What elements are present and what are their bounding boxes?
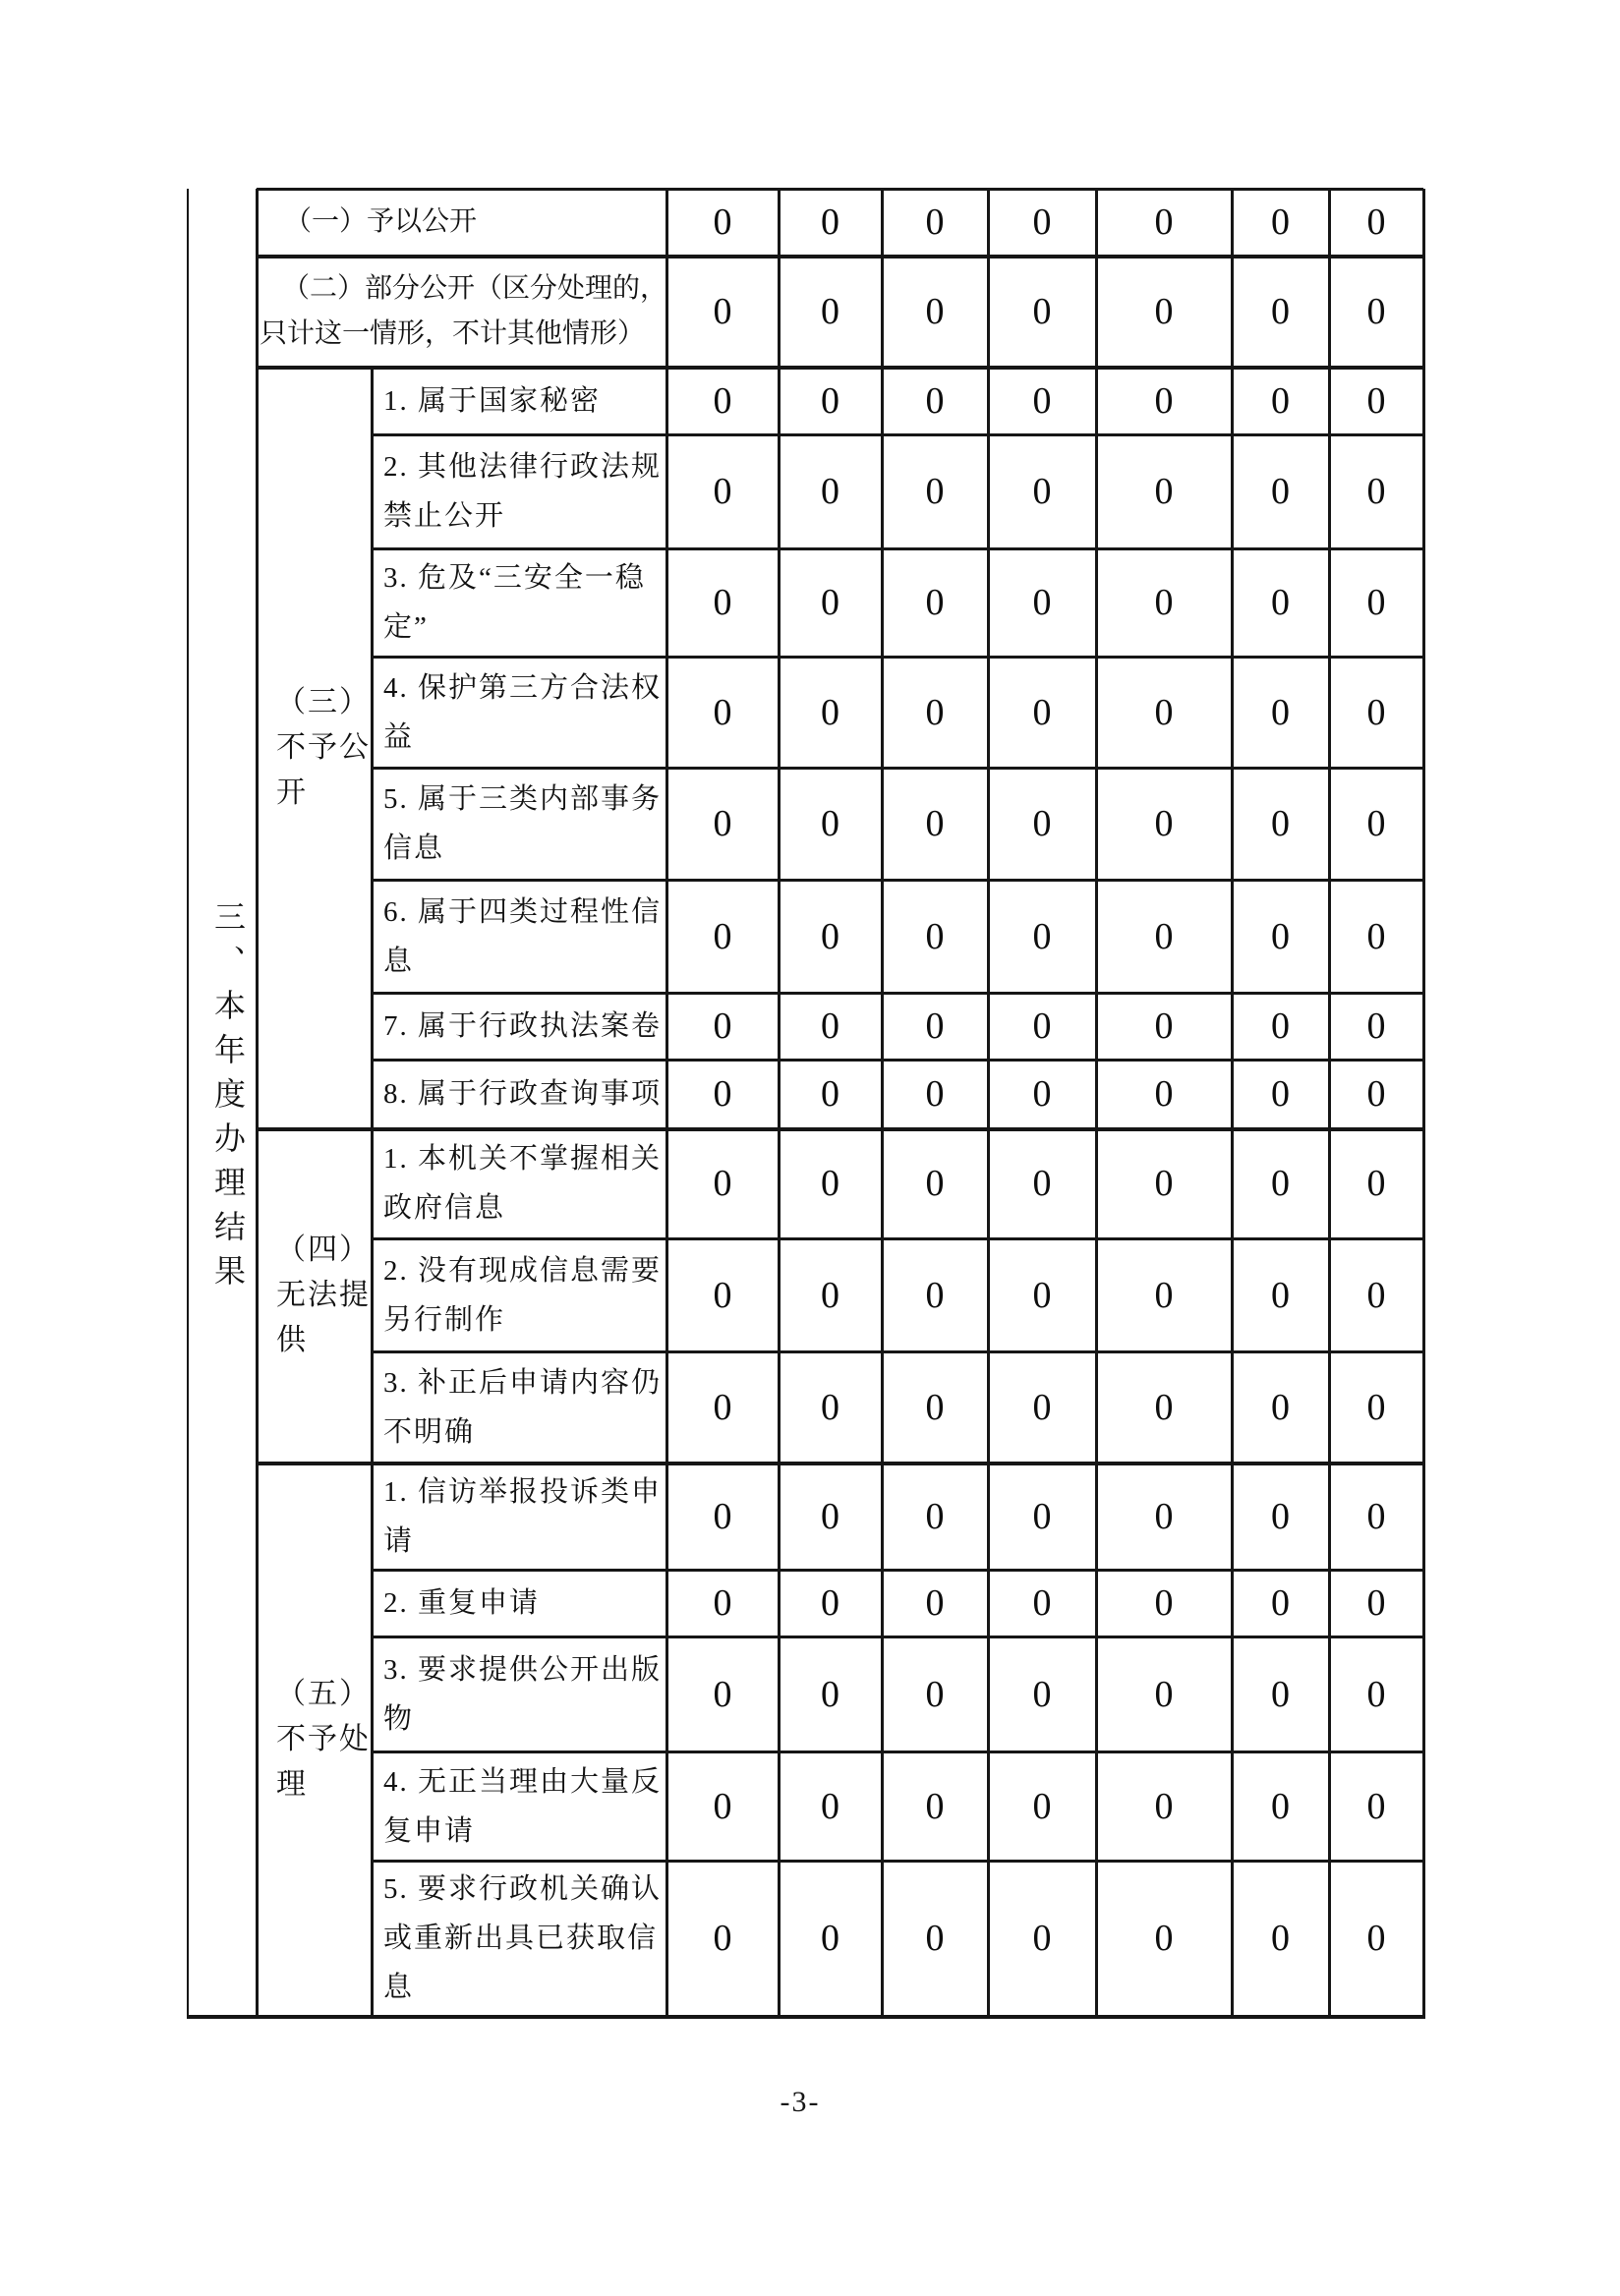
data-cell-value: 0 [713,1386,732,1428]
table-grid-line-vertical [1231,189,1234,2019]
data-cell-value: 0 [925,1918,945,1959]
data-cell-value: 0 [925,290,945,332]
row-label-line: 1. 本机关不掌握相关 [383,1143,663,1175]
row-label-cell [372,548,666,657]
data-cell-value: 0 [1271,1274,1290,1316]
data-cell-value: 0 [1366,1005,1386,1047]
data-cell-value: 0 [1271,1673,1290,1715]
data-cell-value: 0 [713,379,732,422]
data-cell-value: 0 [821,1785,839,1827]
data-cell-value: 0 [713,1073,732,1115]
row-label-line: 息 [383,945,415,977]
data-cell-value: 0 [1366,1673,1386,1715]
data-cell-value: 0 [1154,290,1174,332]
table-grid-line-vertical [778,189,781,2019]
data-cell-value: 0 [1271,803,1290,844]
data-cell-value: 0 [713,471,732,512]
data-cell-value: 0 [713,1918,732,1959]
data-cell-value: 0 [1271,582,1290,623]
data-cell-value: 0 [1271,201,1290,243]
data-cell-value: 0 [1154,471,1174,512]
data-cell-value: 0 [821,1005,839,1047]
row-label-cell [257,189,666,256]
row-label-cell [372,993,666,1060]
row-label-line: 6. 属于四类过程性信 [383,895,663,928]
data-cell-value: 0 [1032,201,1052,243]
data-cell-value: 0 [1366,1582,1386,1624]
row-label-line: 1. 信访举报投诉类申 [383,1475,663,1508]
row-label-cell [372,1570,666,1636]
data-cell-value: 0 [925,691,945,733]
row-label-line: 3. 要求提供公开出版 [383,1653,663,1686]
table-grid-line-vertical [987,189,990,2019]
data-cell-value: 0 [1366,1495,1386,1537]
row-label-cell [372,880,666,993]
data-cell-value: 0 [1154,1918,1174,1959]
row-label-cell [372,657,666,768]
data-cell-value: 0 [713,1005,732,1047]
data-cell-value: 0 [821,1073,839,1115]
data-cell-value: 0 [1154,1582,1174,1624]
row-label-line: 1. 属于国家秘密 [383,384,602,417]
data-cell-value: 0 [925,201,945,243]
data-cell-value: 0 [1032,915,1052,957]
data-cell-value: 0 [821,1582,839,1624]
data-cell-value: 0 [1271,1005,1290,1047]
data-cell-value: 0 [1366,1073,1386,1115]
data-cell-value: 0 [821,1386,839,1428]
table-grid-line-vertical [1328,189,1331,2019]
data-cell-value: 0 [821,379,839,422]
data-cell-value: 0 [821,803,839,844]
data-cell-value: 0 [1154,915,1174,957]
data-cell-value: 0 [713,915,732,957]
row-label-cell [372,1463,666,1570]
data-cell-value: 0 [1154,1386,1174,1428]
data-cell-value: 0 [821,915,839,957]
row-label-line: 8. 属于行政查询事项 [383,1078,663,1110]
row-label-line: 2. 其他法律行政法规 [383,451,663,483]
data-cell-value: 0 [1154,803,1174,844]
row-label-line: 3. 补正后申请内容仍 [383,1366,663,1399]
row-label-line: 益 [383,720,415,753]
data-cell-value: 0 [821,201,839,243]
data-cell-value: 0 [1154,1673,1174,1715]
data-cell-value: 0 [1032,691,1052,733]
data-cell-value: 0 [925,1163,945,1204]
row-label-cell [372,1128,666,1238]
row-label-cell [372,434,666,548]
group-label-line: 理 [276,1767,308,1801]
row-label-line: （一）予以公开 [284,206,478,237]
row-label-line: 3. 危及“三安全一稳 [383,562,646,594]
data-cell-value: 0 [925,1673,945,1715]
data-cell-value: 0 [713,1582,732,1624]
data-cell-value: 0 [1366,1274,1386,1316]
data-cell-value: 0 [1032,1918,1052,1959]
data-cell-value: 0 [713,803,732,844]
data-cell-value: 0 [925,1274,945,1316]
data-cell-value: 0 [1154,582,1174,623]
row-label-line: 7. 属于行政执法案卷 [383,1010,663,1042]
data-cell-value: 0 [1271,290,1290,332]
data-cell-value: 0 [925,1495,945,1537]
data-cell-value: 0 [925,471,945,512]
data-cell-value: 0 [1032,379,1052,422]
data-cell-value: 0 [1271,1495,1290,1537]
data-cell-value: 0 [1366,915,1386,957]
group-label-line: 无法提 [276,1279,371,1311]
group-label-cell [257,367,372,1128]
data-cell-value: 0 [1032,1582,1052,1624]
data-cell-value: 0 [713,691,732,733]
data-cell-value: 0 [1366,290,1386,332]
data-cell-value: 0 [1366,1163,1386,1204]
group-label-line: （三） [276,685,371,718]
data-cell-value: 0 [1366,691,1386,733]
group-label-cell [257,1128,372,1463]
data-cell-value: 0 [1032,1005,1052,1047]
data-cell-value: 0 [1032,1274,1052,1316]
row-label-cell [372,768,666,880]
data-cell-value: 0 [1366,471,1386,512]
row-label-cell [372,1861,666,2016]
row-label-cell [372,1238,666,1351]
data-cell-value: 0 [1271,691,1290,733]
data-cell-value: 0 [1271,1918,1290,1959]
data-cell-value: 0 [713,1785,732,1827]
row-label-line: 4. 保护第三方合法权 [383,671,663,704]
row-label-line: 息 [383,1972,415,2003]
row-label-cell [372,1636,666,1751]
row-label-line: 请 [383,1524,415,1557]
row-label-cell [372,1351,666,1463]
row-label-cell [372,1751,666,1861]
data-cell-value: 0 [1154,1163,1174,1204]
data-cell-value: 0 [1032,1386,1052,1428]
data-cell-value: 0 [1154,1274,1174,1316]
row-label-line: 或重新出具已获取信 [383,1923,659,1954]
data-cell-value: 0 [1032,471,1052,512]
row-label-line: 信息 [383,832,445,864]
page-number: -3- [780,2086,821,2118]
data-cell-value: 0 [821,290,839,332]
row-label-line: 2. 没有现成信息需要 [383,1254,663,1287]
data-cell-value: 0 [1366,803,1386,844]
data-cell-value: 0 [1032,1673,1052,1715]
data-cell-value: 0 [1154,691,1174,733]
table-grid-line-vertical [1422,189,1425,2019]
data-cell-value: 0 [1032,290,1052,332]
data-cell-value: 0 [925,1386,945,1428]
row-label-cell [372,367,666,434]
data-cell-value: 0 [821,471,839,512]
data-cell-value: 0 [821,582,839,623]
data-cell-value: 0 [925,582,945,623]
data-cell-value: 0 [925,1005,945,1047]
data-cell-value: 0 [821,1274,839,1316]
row-label-line: 复申请 [383,1814,476,1847]
data-cell-value: 0 [1271,379,1290,422]
data-cell-value: 0 [925,1785,945,1827]
data-cell-value: 0 [713,1673,732,1715]
row-label-line: 4. 无正当理由大量反 [383,1765,663,1798]
data-cell-value: 0 [1366,1386,1386,1428]
data-cell-value: 0 [713,201,732,243]
group-label-line: 供 [276,1324,308,1356]
group-label-line: 不予处 [276,1722,371,1755]
data-cell-value: 0 [1154,1073,1174,1115]
data-cell-value: 0 [1154,1005,1174,1047]
data-cell-value: 0 [1154,201,1174,243]
data-cell-value: 0 [1366,1785,1386,1827]
data-cell-value: 0 [821,1163,839,1204]
data-cell-value: 0 [1271,1785,1290,1827]
data-cell-value: 0 [1271,1582,1290,1624]
data-cell-value: 0 [821,1673,839,1715]
row-label-cell [372,1060,666,1128]
data-cell-value: 0 [713,290,732,332]
data-cell-value: 0 [713,582,732,623]
row-label-line: 5. 属于三类内部事务 [383,783,663,815]
data-cell-value: 0 [1366,582,1386,623]
table-grid-line-vertical [1095,189,1098,2019]
data-cell-value: 0 [1154,379,1174,422]
table-grid-line-vertical [881,189,884,2019]
row-label-line: （二）部分公开（区分处理的， [282,272,668,304]
group-label-line: （五） [276,1677,371,1710]
row-label-line: 政府信息 [383,1192,506,1224]
data-cell-value: 0 [1271,471,1290,512]
data-cell-value: 0 [713,1163,732,1204]
data-cell-value: 0 [1154,1495,1174,1537]
data-cell-value: 0 [925,803,945,844]
row-label-line: 禁止公开 [383,500,506,532]
row-label-line: 另行制作 [383,1303,506,1336]
row-label-line: 物 [383,1702,415,1735]
data-cell-value: 0 [925,1073,945,1115]
data-cell-value: 0 [1271,1163,1290,1204]
row-label-cell [257,256,666,367]
table-grid-line-vertical [187,189,189,2019]
data-cell-value: 0 [713,1495,732,1537]
data-cell-value: 0 [821,1495,839,1537]
data-cell-value: 0 [1154,1785,1174,1827]
data-cell-value: 0 [1032,1495,1052,1537]
data-cell-value: 0 [713,1274,732,1316]
group-label-line: （四） [276,1234,371,1266]
data-cell-value: 0 [1032,1073,1052,1115]
data-cell-value: 0 [1032,582,1052,623]
data-cell-value: 0 [925,1582,945,1624]
data-cell-value: 0 [1271,1073,1290,1115]
data-cell-value: 0 [1032,1163,1052,1204]
data-cell-value: 0 [925,915,945,957]
row-label-line: 定” [383,611,429,643]
data-cell-value: 0 [1366,1918,1386,1959]
group-label-line: 不予公 [276,730,371,764]
row-label-line: 只计这一情形，不计其他情形） [260,317,646,349]
data-cell-value: 0 [1366,201,1386,243]
row-label-line: 5. 要求行政机关确认 [383,1873,663,1905]
group-label-cell [257,1463,372,2016]
row-label-line: 2. 重复申请 [383,1587,541,1619]
row-label-line: 不明确 [383,1415,476,1448]
data-cell-value: 0 [1271,1386,1290,1428]
data-cell-value: 0 [1032,803,1052,844]
data-cell-value: 0 [1366,379,1386,422]
group-label-line: 开 [276,775,308,809]
vertical-section-title: 三、本年度办理结果 [210,900,246,1298]
data-cell-value: 0 [1271,915,1290,957]
data-cell-value: 0 [821,1918,839,1959]
data-cell-value: 0 [821,691,839,733]
data-cell-value: 0 [925,379,945,422]
data-cell-value: 0 [1032,1785,1052,1827]
